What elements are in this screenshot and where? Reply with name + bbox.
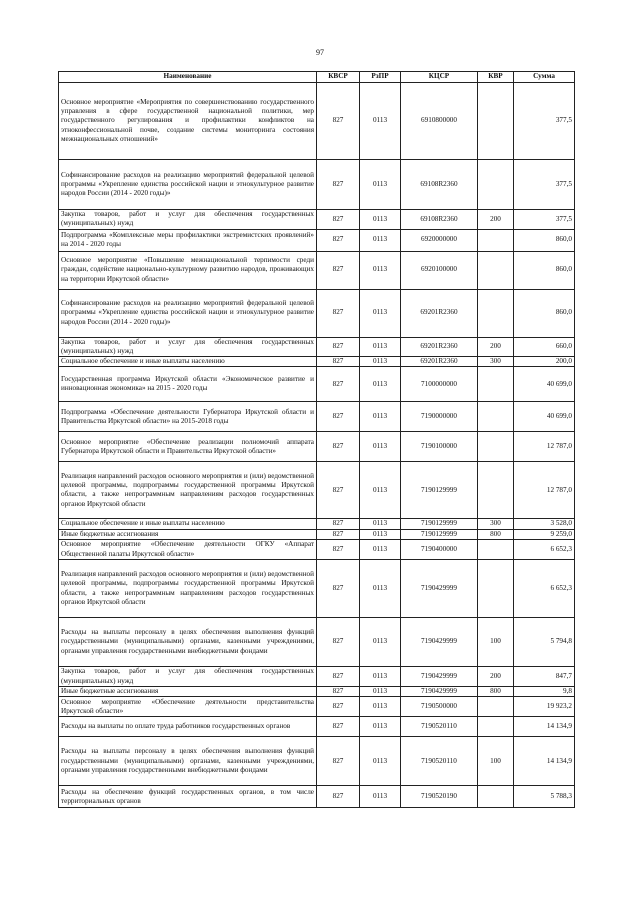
cell-kvsr: 827 <box>317 337 360 357</box>
cell-kcsr: 7190100000 <box>401 432 478 462</box>
cell-rzpr: 0113 <box>360 357 401 367</box>
cell-kvr <box>478 560 514 618</box>
cell-rzpr: 0113 <box>360 160 401 210</box>
cell-rzpr: 0113 <box>360 697 401 717</box>
cell-name: Расходы на выплаты по оплате труда работников государственных органов <box>59 717 317 737</box>
cell-kvsr: 827 <box>317 786 360 808</box>
cell-kvsr: 827 <box>317 560 360 618</box>
cell-kcsr: 7190520110 <box>401 737 478 786</box>
table-row <box>59 786 575 808</box>
cell-kvsr: 827 <box>317 687 360 697</box>
cell-rzpr: 0113 <box>360 432 401 462</box>
cell-name: Государственная программа Иркутской области «Экономическое развитие и инновационная экономика» на 2015 - 2020 годы <box>59 367 317 402</box>
table-row <box>59 210 575 230</box>
cell-kvsr: 827 <box>317 83 360 160</box>
cell-kcsr: 69201R2360 <box>401 357 478 367</box>
header-rzpr: РзПР <box>360 72 401 83</box>
cell-name: Закупка товаров, работ и услуг для обеспечения государственных (муниципальных) нужд <box>59 210 317 230</box>
header-kvr: КВР <box>478 72 514 83</box>
cell-sum: 12 787,0 <box>514 432 575 462</box>
cell-sum: 5 794,8 <box>514 618 575 667</box>
cell-rzpr: 0113 <box>360 337 401 357</box>
cell-sum: 40 699,0 <box>514 402 575 432</box>
cell-name: Реализация направлений расходов основного мероприятия и (или) ведомственной целевой программы, подпрограммы государственной программы Иркутской области, а также непрограммным направлениям расходов государственных органов Иркутской области <box>59 462 317 519</box>
table-row <box>59 529 575 539</box>
cell-name: Основное мероприятие «Обеспечение деятельности ОГКУ «Аппарат Общественной палаты Иркутской области» <box>59 540 317 560</box>
cell-kvsr: 827 <box>317 462 360 519</box>
cell-rzpr: 0113 <box>360 289 401 337</box>
cell-sum: 6 652,3 <box>514 540 575 560</box>
cell-name: Основное мероприятие «Мероприятия по совершенствованию государственного управления в сфере государственной национальной политики, мер государственного регулирования и профилактики конфликтов на этноконфессиональной почве, создание системы мониторинга состояния межнациональных отношений» <box>59 83 317 160</box>
cell-rzpr: 0113 <box>360 540 401 560</box>
page-number: 97 <box>316 48 324 57</box>
table-row <box>59 337 575 357</box>
cell-kcsr: 7190429999 <box>401 687 478 697</box>
cell-rzpr: 0113 <box>360 402 401 432</box>
cell-sum: 847,7 <box>514 667 575 687</box>
cell-name: Социальное обеспечение и иные выплаты населению <box>59 519 317 529</box>
cell-rzpr: 0113 <box>360 529 401 539</box>
cell-kcsr: 7190129999 <box>401 462 478 519</box>
cell-kcsr: 69201R2360 <box>401 337 478 357</box>
cell-name: Реализация направлений расходов основного мероприятия и (или) ведомственной целевой программы, подпрограммы государственной программы Иркутской области, а также непрограммным направлениям расходов государственных органов Иркутской области <box>59 560 317 618</box>
cell-rzpr: 0113 <box>360 251 401 289</box>
cell-kvr <box>478 160 514 210</box>
cell-kvsr: 827 <box>317 667 360 687</box>
cell-kcsr: 7190520190 <box>401 786 478 808</box>
cell-kcsr: 7190429999 <box>401 618 478 667</box>
cell-kvsr: 827 <box>317 529 360 539</box>
cell-kvsr: 827 <box>317 717 360 737</box>
cell-kcsr: 7190429999 <box>401 667 478 687</box>
cell-sum: 860,0 <box>514 229 575 251</box>
table-row <box>59 717 575 737</box>
cell-name: Подпрограмма «Обеспечение деятельности Губернатора Иркутской области и Правительства Иркутской области» на 2015-2018 годы <box>59 402 317 432</box>
cell-kvr <box>478 83 514 160</box>
cell-sum: 40 699,0 <box>514 367 575 402</box>
cell-sum: 3 528,0 <box>514 519 575 529</box>
cell-sum: 377,5 <box>514 210 575 230</box>
header-kvsr: КВСР <box>317 72 360 83</box>
cell-kvsr: 827 <box>317 289 360 337</box>
table-row <box>59 540 575 560</box>
cell-name: Иные бюджетные ассигнования <box>59 687 317 697</box>
cell-kvsr: 827 <box>317 697 360 717</box>
cell-name: Социальное обеспечение и иные выплаты населению <box>59 357 317 367</box>
table-row <box>59 519 575 529</box>
cell-kvsr: 827 <box>317 737 360 786</box>
cell-kvsr: 827 <box>317 540 360 560</box>
cell-kvsr: 827 <box>317 160 360 210</box>
cell-kcsr: 7190400000 <box>401 540 478 560</box>
cell-rzpr: 0113 <box>360 618 401 667</box>
cell-kvr <box>478 786 514 808</box>
table-body <box>59 83 575 808</box>
cell-kvr: 100 <box>478 618 514 667</box>
cell-name: Расходы на обеспечение функций государственных органов, в том числе территориальных органов <box>59 786 317 808</box>
table-header-row <box>59 72 575 83</box>
cell-sum: 660,0 <box>514 337 575 357</box>
cell-sum: 200,0 <box>514 357 575 367</box>
cell-kvsr: 827 <box>317 402 360 432</box>
table-row <box>59 432 575 462</box>
cell-kcsr: 7190000000 <box>401 402 478 432</box>
cell-kcsr: 7190429999 <box>401 560 478 618</box>
cell-rzpr: 0113 <box>360 560 401 618</box>
table-row <box>59 251 575 289</box>
cell-name: Основное мероприятие «Обеспечение реализации полномочий аппарата Губернатора Иркутской области и Правительства Иркутской области» <box>59 432 317 462</box>
cell-kvr <box>478 540 514 560</box>
cell-sum: 860,0 <box>514 251 575 289</box>
cell-sum: 14 134,9 <box>514 717 575 737</box>
cell-name: Софинансирование расходов на реализацию мероприятий федеральной целевой программы «Укрепление единства российской нации и этнокультурное развитие народов России (2014 - 2020 годы)» <box>59 160 317 210</box>
cell-sum: 377,5 <box>514 160 575 210</box>
cell-rzpr: 0113 <box>360 786 401 808</box>
cell-kvr <box>478 402 514 432</box>
cell-name: Основное мероприятие «Обеспечение деятельности представительства Иркутской области» <box>59 697 317 717</box>
cell-sum: 9,8 <box>514 687 575 697</box>
header-kcsr: КЦСР <box>401 72 478 83</box>
cell-rzpr: 0113 <box>360 229 401 251</box>
cell-kvr <box>478 697 514 717</box>
table-row <box>59 687 575 697</box>
cell-kvsr: 827 <box>317 229 360 251</box>
table-row <box>59 697 575 717</box>
cell-rzpr: 0113 <box>360 367 401 402</box>
cell-name: Расходы на выплаты персоналу в целях обеспечения выполнения функций государственными (муниципальными) органами, казенными учреждениями, органами управления государственными внебюджетными фондами <box>59 737 317 786</box>
cell-kvr <box>478 367 514 402</box>
cell-sum: 6 652,3 <box>514 560 575 618</box>
cell-kvr <box>478 432 514 462</box>
table-row <box>59 462 575 519</box>
cell-name: Закупка товаров, работ и услуг для обеспечения государственных (муниципальных) нужд <box>59 337 317 357</box>
cell-kvr: 300 <box>478 519 514 529</box>
cell-kvr <box>478 462 514 519</box>
cell-kvsr: 827 <box>317 367 360 402</box>
cell-rzpr: 0113 <box>360 717 401 737</box>
cell-rzpr: 0113 <box>360 83 401 160</box>
table-row <box>59 160 575 210</box>
cell-kvsr: 827 <box>317 210 360 230</box>
cell-kcsr: 69108R2360 <box>401 210 478 230</box>
header-sum: Сумма <box>514 72 575 83</box>
cell-name: Иные бюджетные ассигнования <box>59 529 317 539</box>
cell-kvr: 100 <box>478 737 514 786</box>
cell-sum: 9 259,0 <box>514 529 575 539</box>
table-row <box>59 560 575 618</box>
cell-name: Подпрограмма «Комплексные меры профилактики экстремистских проявлений» на 2014 - 2020 годы <box>59 229 317 251</box>
cell-rzpr: 0113 <box>360 210 401 230</box>
cell-sum: 5 788,3 <box>514 786 575 808</box>
cell-kvr <box>478 717 514 737</box>
table-row <box>59 402 575 432</box>
cell-kcsr: 6920000000 <box>401 229 478 251</box>
cell-kvr <box>478 289 514 337</box>
table-row <box>59 618 575 667</box>
cell-kvr: 300 <box>478 357 514 367</box>
table-row <box>59 357 575 367</box>
cell-rzpr: 0113 <box>360 462 401 519</box>
table-row <box>59 229 575 251</box>
cell-kcsr: 6910800000 <box>401 83 478 160</box>
table-row <box>59 667 575 687</box>
cell-sum: 860,0 <box>514 289 575 337</box>
cell-kcsr: 69201R2360 <box>401 289 478 337</box>
cell-rzpr: 0113 <box>360 737 401 786</box>
cell-sum: 19 923,2 <box>514 697 575 717</box>
cell-name: Закупка товаров, работ и услуг для обеспечения государственных (муниципальных) нужд <box>59 667 317 687</box>
cell-sum: 12 787,0 <box>514 462 575 519</box>
cell-kcsr: 7190500000 <box>401 697 478 717</box>
table-row <box>59 83 575 160</box>
cell-kcsr: 69108R2360 <box>401 160 478 210</box>
cell-kvr <box>478 251 514 289</box>
cell-kvr: 200 <box>478 337 514 357</box>
table-row <box>59 737 575 786</box>
cell-rzpr: 0113 <box>360 667 401 687</box>
table-row <box>59 289 575 337</box>
cell-kvr: 200 <box>478 667 514 687</box>
cell-kvsr: 827 <box>317 357 360 367</box>
header-name: Наименование <box>59 72 317 83</box>
cell-kvr <box>478 229 514 251</box>
table-row <box>59 367 575 402</box>
budget-table <box>58 71 575 808</box>
cell-kcsr: 7190129999 <box>401 529 478 539</box>
cell-kcsr: 6920100000 <box>401 251 478 289</box>
cell-rzpr: 0113 <box>360 687 401 697</box>
cell-name: Расходы на выплаты персоналу в целях обеспечения выполнения функций государственными (муниципальными) органами, казенными учреждениями, органами управления государственными внебюджетными фондами <box>59 618 317 667</box>
cell-kvr: 800 <box>478 529 514 539</box>
cell-kcsr: 7190129999 <box>401 519 478 529</box>
cell-kvr: 800 <box>478 687 514 697</box>
cell-kvsr: 827 <box>317 432 360 462</box>
cell-kcsr: 7100000000 <box>401 367 478 402</box>
cell-kvsr: 827 <box>317 251 360 289</box>
cell-sum: 14 134,9 <box>514 737 575 786</box>
cell-kvsr: 827 <box>317 618 360 667</box>
cell-kvsr: 827 <box>317 519 360 529</box>
cell-sum: 377,5 <box>514 83 575 160</box>
cell-name: Основное мероприятие «Повышение межнациональной терпимости среди граждан, содействие национально-культурному развитию народов, проживающих на территории Иркутской области» <box>59 251 317 289</box>
cell-name: Софинансирование расходов на реализацию мероприятий федеральной целевой программы «Укрепление единства российской нации и этнокультурное развитие народов России (2014 - 2020 годы)» <box>59 289 317 337</box>
cell-rzpr: 0113 <box>360 519 401 529</box>
cell-kvr: 200 <box>478 210 514 230</box>
cell-kcsr: 7190520110 <box>401 717 478 737</box>
